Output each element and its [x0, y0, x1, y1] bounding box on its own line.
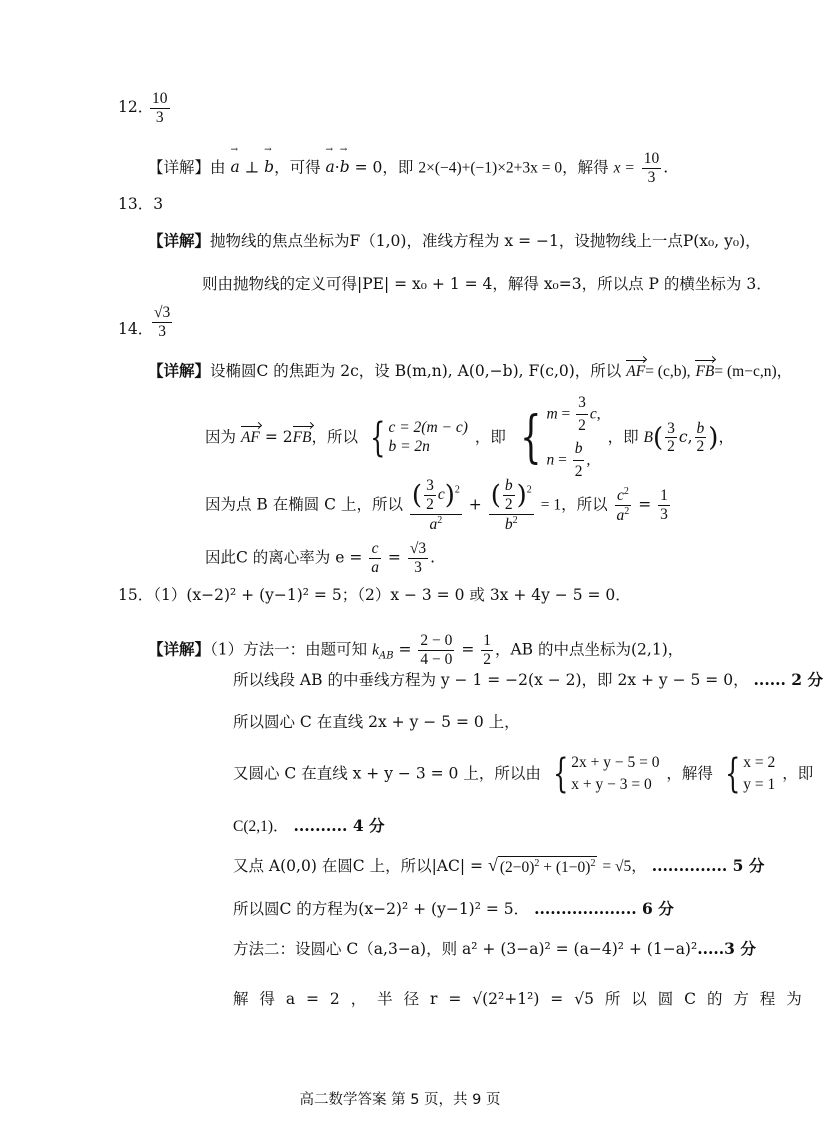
q14-detail-line4: 因此C 的离心率为 e = $\frac{c}{a}$ = $\frac{√3}{3}$ .	[205, 540, 436, 576]
q14-answer: $\frac{√3}{3}$	[154, 304, 171, 340]
q15-l5: C(2,1)． .......... 4 分	[233, 816, 385, 835]
q14-number: 14．	[118, 320, 154, 338]
page-footer: 高二数学答案 第 5 页，共 9 页	[299, 1092, 501, 1108]
q15-l4: 又圆心 C 在直线 x + y − 3 = 0 上，所以由 { 2x + y − 5 = 0 x + y − 3 = 0 ，解得 { x = 2 y = 1 ，即	[233, 751, 814, 798]
q15-l7: 所以圆C 的方程为(x−2)² + (y−1)² = 5． ................... 6 分	[233, 899, 674, 918]
q15-answer: 15．（1）(x−2)² + (y−1)² = 5；（2）x − 3 = 0 或 3x + 4y − 5 = 0．	[118, 586, 631, 604]
q12-answer: $\frac{10}{3}$	[152, 90, 168, 126]
q13-detail-line2: 则由抛物线的定义可得|PE| = x₀ + 1 = 4，解得 x₀=3，所以点 P 的横坐标为 3．	[202, 275, 772, 293]
q15-l3: 所以圆心 C 在直线 2x + y − 5 = 0 上，	[233, 713, 520, 731]
q13-answer: 13．3	[118, 195, 164, 213]
q15-l2: 所以线段 AB 的中垂线方程为 y − 1 = −2(x − 2)，即 2x + y − 5 = 0， ...... 2 分	[233, 670, 823, 689]
q13-detail-line1: 【详解】抛物线的焦点坐标为F（1,0)，准线方程为 x = −1，设抛物线上一点P(x₀, y₀)，	[148, 231, 761, 250]
q15-l9: 解 得 a = 2 ， 半 径 r = √(2²+1²) = √5 所 以 圆 C 的 方 程 为	[233, 990, 802, 1008]
q14-detail-line2: 因为 AF = 2FB，所以 { c = 2(m − c) b = 2n ，即 { m = $\frac{3}{2}$ c, n = $\frac{b}{2}$ , ，即 B( $\frac{3}{2}$ c, $\frac{b}{2}$ )，	[205, 392, 734, 484]
q14-detail-line3: 因为点 B 在椭圆 C 上，所以 ( $\frac{3}{2}$ c)$^2$ $a^2$ + ( $\frac{b}{2}$ )$^2$ $b^2$ = 1，所以 $\frac{c^2}{a^2}$ = $\frac{1}{3}$	[205, 477, 668, 533]
q12-number: 12．	[118, 98, 154, 116]
q15-l8: 方法二：设圆心 C（a,3−a)，则 a² + (3−a)² = (a−4)² + (1−a)².....3 分	[233, 939, 756, 958]
q15-l6: 又点 A(0,0) 在圆C 上，所以|AC| = √ $(2-0)^2 + (1-0)^2$ = √5， .............. 5 分	[233, 855, 765, 877]
q14-system: { c = 2(m − c) b = 2n	[370, 414, 468, 461]
q12-detail: 【详解】由 → a ⊥ → b，可得 → a·→ b = 0，即 2×(−4)+(−1)×2+3x = 0，解得 x = $\frac{10}{3}$ .	[148, 150, 668, 187]
q14-detail-line1: 【详解】设椭圆C 的焦距为 2c，设 B(m,n), A(0,−b), F(c,0)，所以 AF= (c,b), FB= (m−c,n)，	[148, 358, 792, 382]
q14-solution: { m = $\frac{3}{2}$ c, n = $\frac{b}{2}$ ,	[519, 394, 601, 481]
q15-l1: 【详解】（1）方法一：由题可知 $k_{AB}$ = $\frac{2 - 0}{4 - 0}$ = $\frac{1}{2}$ ，AB 的中点坐标为(2,1)，	[148, 632, 684, 668]
